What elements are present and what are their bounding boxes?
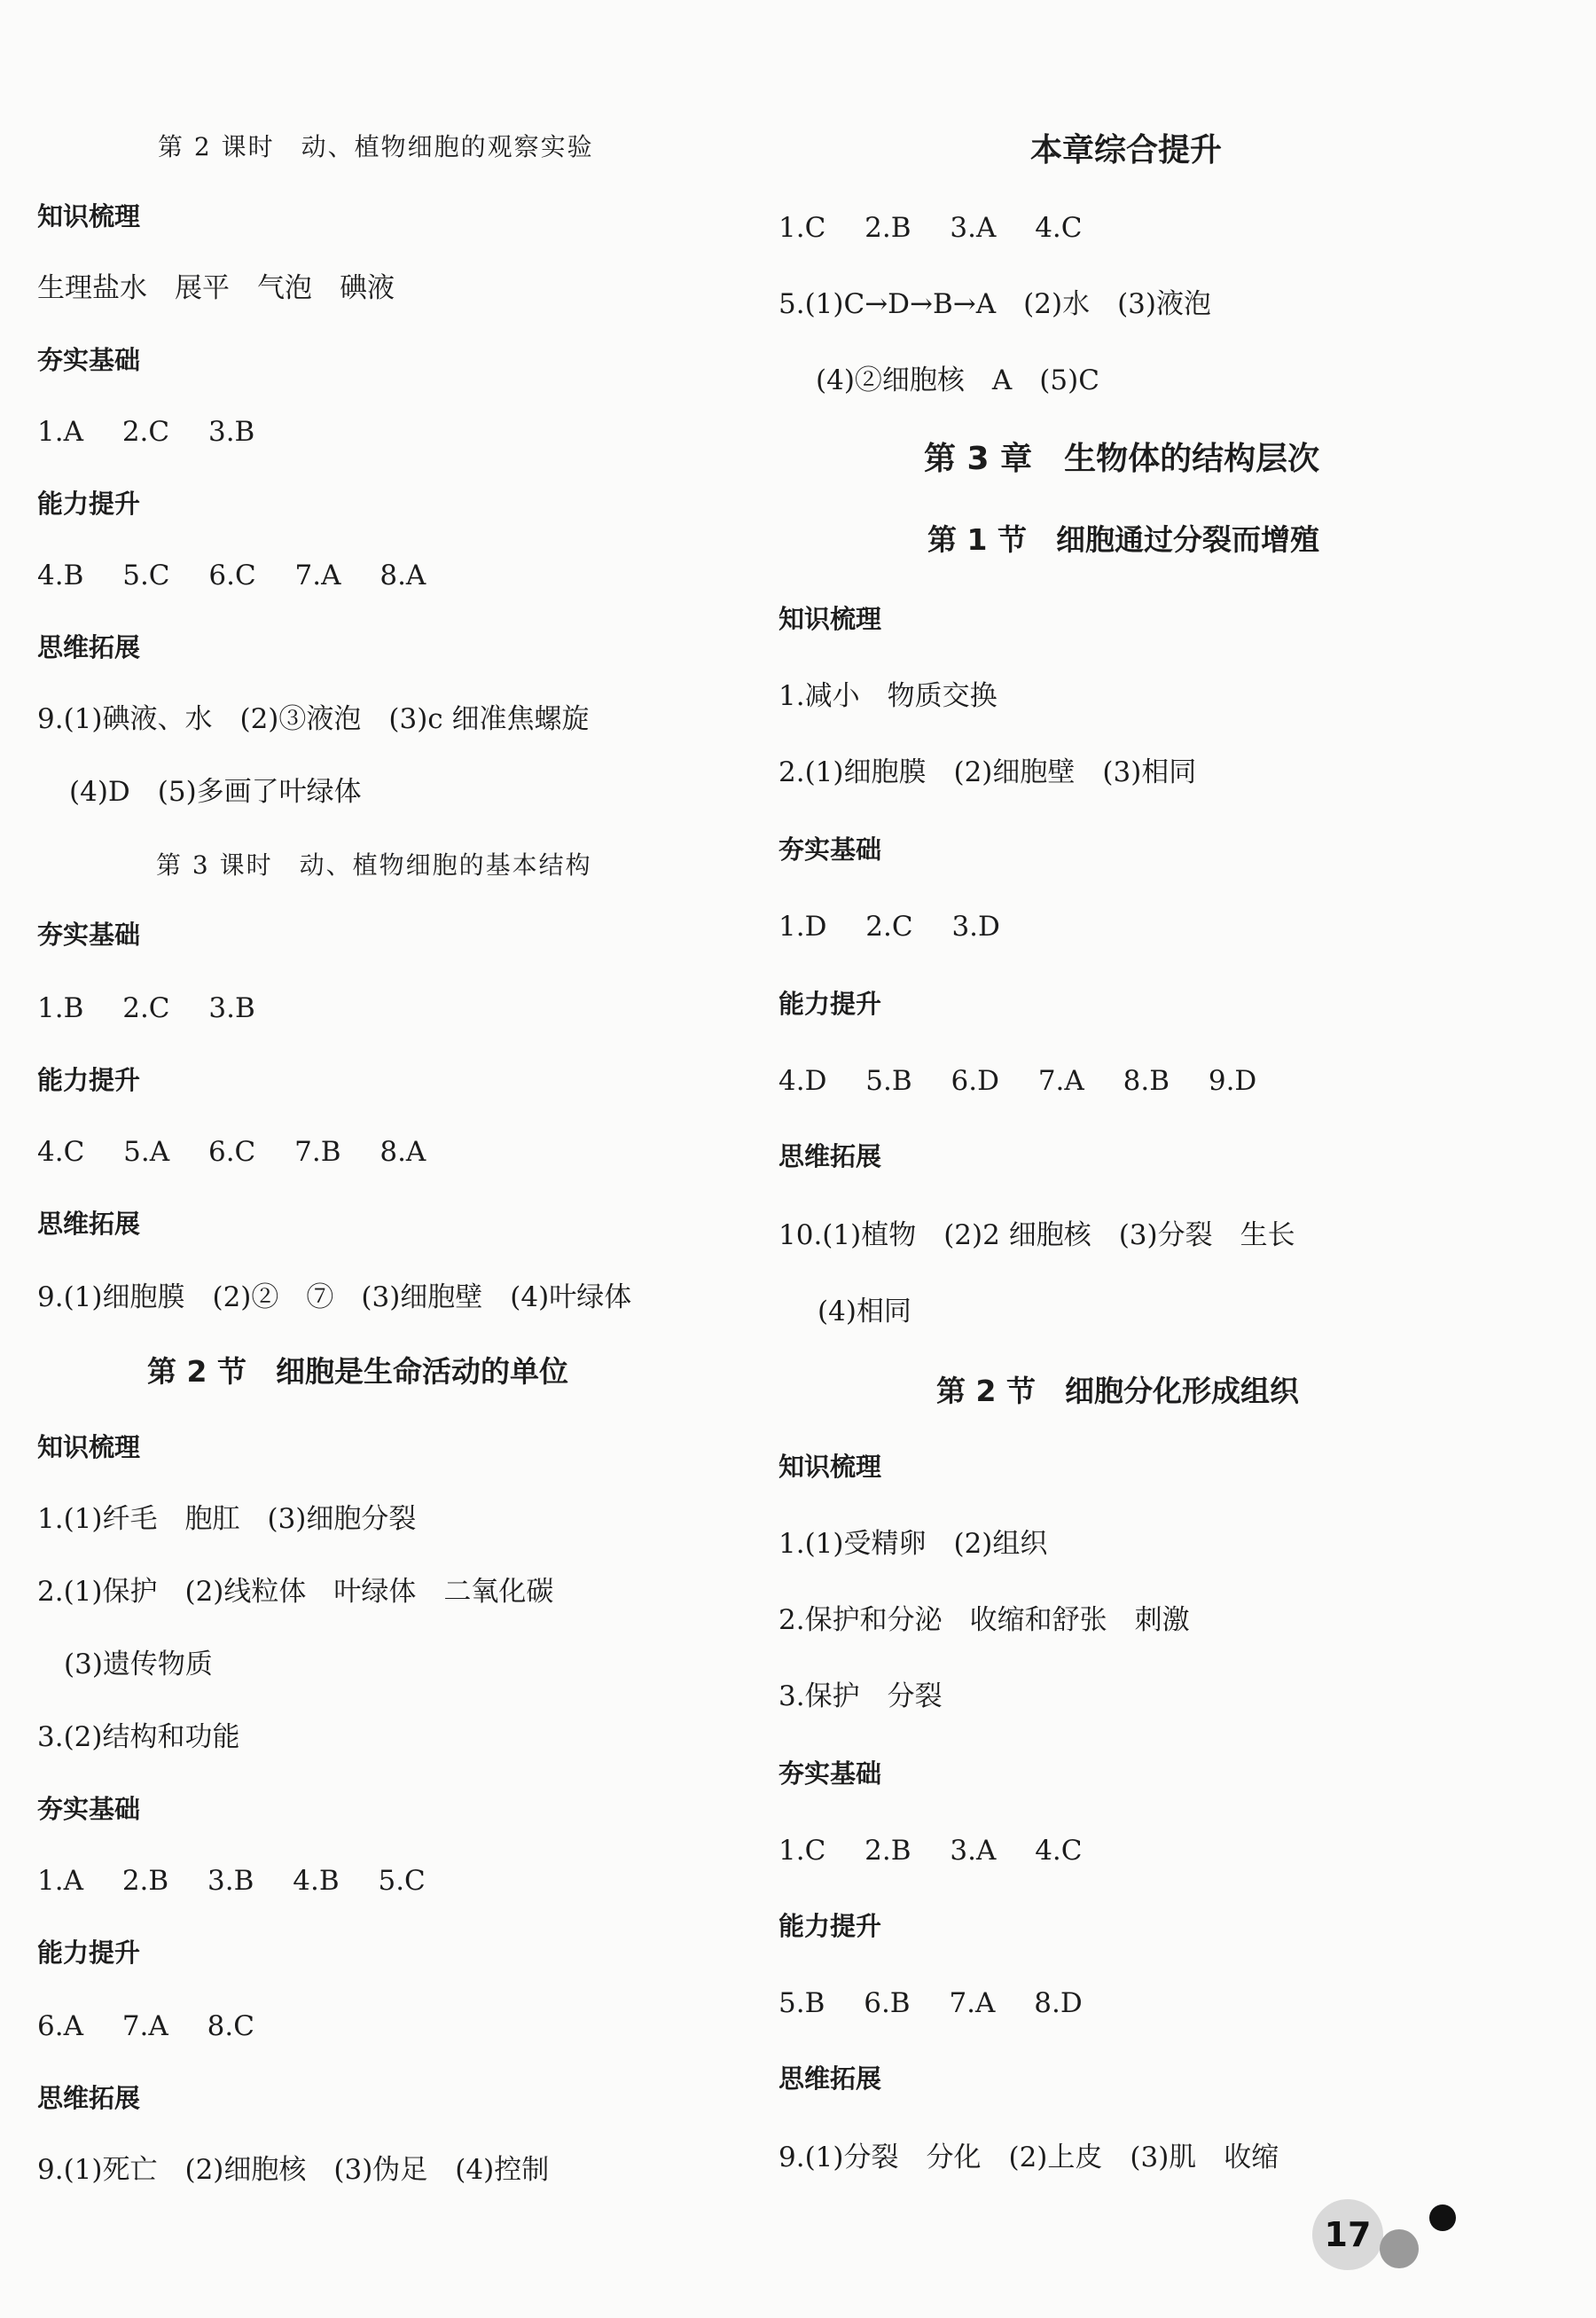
section-label: 能力提升	[37, 1938, 141, 1968]
answer: 7.A	[121, 2010, 168, 2042]
answer: 7.A	[949, 1987, 996, 2019]
answer-line: 9.(1)细胞膜 (2)② ⑦ (3)细胞壁 (4)叶绿体	[37, 1281, 632, 1313]
section-label: 思维拓展	[37, 632, 141, 662]
answer: 4.D	[778, 1065, 827, 1097]
section-label: 夯实基础	[37, 345, 141, 375]
section-label: 知识梳理	[37, 201, 141, 231]
answer: 5.B	[865, 1065, 912, 1097]
section-label: 知识梳理	[778, 604, 882, 634]
answer: 2.C	[865, 911, 913, 943]
answer-row	[37, 2010, 254, 2042]
answer-line: 2.(1)细胞膜 (2)细胞壁 (3)相同	[778, 756, 1197, 788]
answer-line: 3.(2)结构和功能	[37, 1721, 240, 1753]
answer: 8.B	[1123, 1065, 1170, 1097]
answer-line: 9.(1)分裂 分化 (2)上皮 (3)肌 收缩	[778, 2142, 1279, 2173]
answer: 3.B	[207, 416, 255, 448]
answer-row	[37, 1865, 426, 1897]
answer: 8.D	[1034, 1987, 1083, 2019]
answer-line: (4)D (5)多画了叶绿体	[69, 776, 362, 808]
section-title: 第 2 节 细胞是生命活动的单位	[147, 1354, 568, 1389]
chapter-title: 第 3 章 生物体的结构层次	[924, 441, 1320, 477]
answer-row	[778, 212, 1083, 244]
answer-line: 1.减小 物质交换	[778, 680, 998, 712]
answer-line: 9.(1)碘液、水 (2)③液泡 (3)c 细准焦螺旋	[37, 703, 590, 735]
answer-line: (4)相同	[818, 1296, 911, 1327]
answer-line: (4)②细胞核 A (5)C	[816, 364, 1099, 396]
answer-line: 9.(1)死亡 (2)细胞核 (3)伪足 (4)控制	[37, 2154, 550, 2186]
answer: 6.B	[864, 1987, 911, 2019]
section-label: 夯实基础	[37, 1794, 141, 1824]
answer: 8.A	[379, 560, 426, 591]
answer-row	[778, 1987, 1083, 2019]
answer: 3.B	[208, 992, 255, 1024]
section-title: 第 1 节 细胞通过分裂而增殖	[927, 522, 1319, 557]
answer: 2.C	[122, 992, 170, 1024]
answer-row	[37, 562, 426, 590]
answer-row	[37, 1136, 426, 1168]
section-title: 第 2 节 细胞分化形成组织	[936, 1374, 1299, 1408]
answer: 2.C	[121, 416, 170, 448]
lesson-title: 第 3 课时 动、植物细胞的基本结构	[156, 850, 592, 880]
answer-row	[37, 416, 255, 448]
answer: 1.C	[778, 1835, 826, 1867]
section-label: 思维拓展	[37, 2083, 141, 2113]
answer: 2.B	[864, 1835, 911, 1867]
answer: 7.A	[294, 560, 341, 591]
answer: 4.C	[37, 1136, 85, 1168]
decorative-dot	[1429, 2204, 1456, 2231]
answer-line: 10.(1)植物 (2)2 细胞核 (3)分裂 生长	[778, 1219, 1295, 1251]
section-label: 夯实基础	[37, 920, 141, 950]
answer: 7.A	[1037, 1065, 1084, 1097]
section-label: 夯实基础	[778, 1758, 882, 1789]
answer: 7.B	[294, 1136, 341, 1168]
answer: 5.A	[123, 1136, 170, 1168]
answer: 4.B	[293, 1865, 340, 1897]
answer-line: 3.保护 分裂	[778, 1680, 943, 1712]
answer: 4.B	[37, 560, 84, 591]
answer-line: 1.(1)纤毛 胞肛 (3)细胞分裂	[37, 1503, 417, 1535]
answer: 6.C	[207, 1136, 256, 1168]
section-label: 知识梳理	[778, 1452, 882, 1482]
answer: 3.D	[951, 911, 1000, 943]
answer: 9.D	[1208, 1065, 1257, 1097]
answer: 3.B	[207, 1865, 254, 1897]
answer-line: 5.(1)C→D→B→A (2)水 (3)液泡	[778, 288, 1211, 320]
answer-row	[778, 1837, 1083, 1865]
answer: 5.B	[778, 1987, 825, 2019]
answer: 1.A	[37, 416, 83, 448]
answer: 8.A	[379, 1136, 426, 1168]
answer: 2.B	[864, 212, 911, 244]
answer: 4.C	[1035, 212, 1083, 244]
answer: 4.C	[1035, 1835, 1083, 1867]
answer: 6.D	[951, 1065, 999, 1097]
answer-row	[778, 1065, 1257, 1097]
decorative-dot	[1380, 2229, 1419, 2268]
answer: 3.A	[950, 1835, 997, 1867]
section-label: 思维拓展	[778, 2063, 882, 2094]
answer: 1.A	[37, 1865, 83, 1897]
answer: 5.C	[378, 1865, 426, 1897]
lesson-title: 第 2 课时 动、植物细胞的观察实验	[158, 132, 594, 161]
answer-line: 2.保护和分泌 收缩和舒张 刺激	[778, 1604, 1190, 1636]
section-label: 能力提升	[37, 1065, 141, 1095]
section-label: 思维拓展	[778, 1141, 882, 1171]
answer: 2.B	[121, 1865, 169, 1897]
section-label: 能力提升	[37, 489, 141, 519]
answer-line: (3)遗传物质	[64, 1648, 213, 1680]
answer: 8.C	[207, 2010, 254, 2042]
answer: 1.D	[778, 911, 827, 943]
review-title: 本章综合提升	[1030, 132, 1223, 168]
answer-row	[37, 992, 255, 1024]
section-label: 思维拓展	[37, 1209, 141, 1239]
answer: 1.C	[778, 212, 826, 244]
answer-row	[778, 913, 1000, 941]
answer-line: 生理盐水 展平 气泡 碘液	[37, 272, 395, 304]
answer: 6.A	[37, 2010, 83, 2042]
section-label: 能力提升	[778, 989, 882, 1019]
answer-line: 2.(1)保护 (2)线粒体 叶绿体 二氧化碳	[37, 1576, 554, 1608]
answer: 1.B	[37, 992, 84, 1024]
answer-line: 1.(1)受精卵 (2)组织	[778, 1528, 1048, 1560]
section-label: 知识梳理	[37, 1432, 141, 1462]
page-number: 17	[1312, 2199, 1383, 2270]
answer: 5.C	[122, 560, 170, 591]
section-label: 夯实基础	[778, 834, 882, 865]
answer: 3.A	[950, 212, 997, 244]
answer: 6.C	[208, 560, 256, 591]
section-label: 能力提升	[778, 1911, 882, 1941]
